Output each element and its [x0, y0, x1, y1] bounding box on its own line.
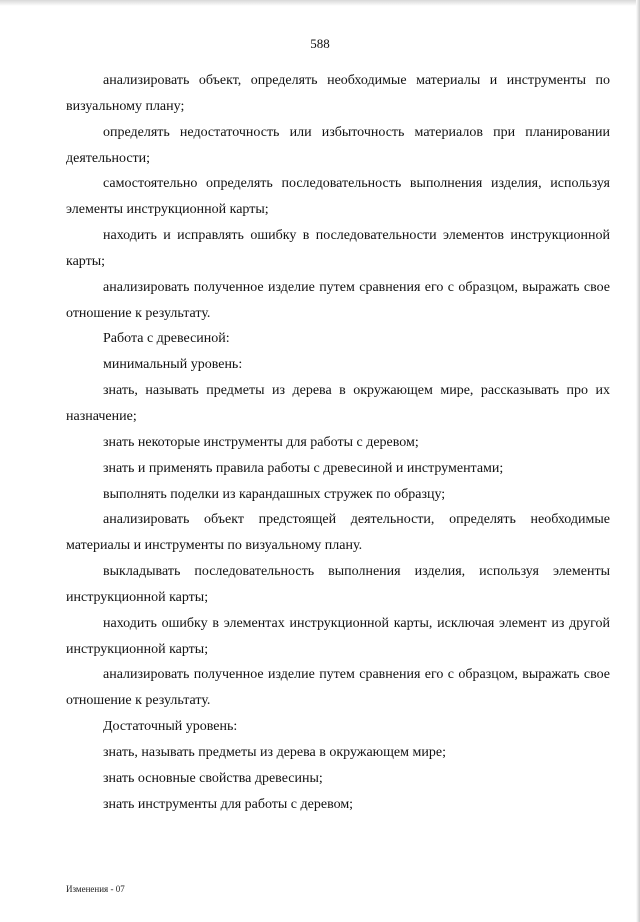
section-heading: Работа с древесиной: — [103, 331, 230, 347]
document-body — [66, 68, 610, 817]
paragraph: знать некоторые инструменты для работы с деревом; — [103, 434, 419, 450]
level-heading: Достаточный уровень: — [103, 719, 238, 735]
paragraph: знать инструменты для работы с деревом; — [103, 796, 354, 812]
paragraph: самостоятельно определять последовательность выполнения изделия, используя элементы инструкционной карты; — [66, 176, 610, 218]
page-number: 588 — [310, 36, 330, 51]
paragraph: анализировать полученное изделие путем сравнения его с образцом, выражать свое отношение к результату. — [66, 667, 610, 709]
scan-edge-right — [636, 0, 640, 922]
paragraph: выкладывать последовательность выполнения изделия, используя элементы инструкционной карты; — [66, 564, 610, 605]
paragraph: анализировать объект, определять необходимые материалы и инструменты по визуальному плану; — [66, 73, 610, 114]
paragraph: определять недостаточность или избыточность материалов при планировании деятельности; — [66, 124, 610, 166]
paragraph: находить и исправлять ошибку в последовательности элементов инструкционной карты; — [66, 228, 610, 269]
paragraph: знать, называть предметы из дерева в окружающем мире; — [103, 744, 446, 760]
level-heading: минимальный уровень: — [103, 357, 243, 373]
footer-revision-note: Изменения - 07 — [66, 884, 125, 894]
paragraph: анализировать объект предстоящей деятельности, определять необходимые материалы и инструменты по визуальному плану. — [66, 512, 610, 554]
paragraph: знать, называть предметы из дерева в окружающем мире, рассказывать про их назначение; — [66, 383, 610, 424]
paragraph: знать и применять правила работы с древесиной и инструментами; — [103, 460, 504, 476]
paragraph: находить ошибку в элементах инструкционной карты, исключая элемент из другой инструкционной карты; — [66, 615, 610, 657]
scan-edge-top — [0, 0, 640, 6]
paragraph: анализировать полученное изделие путем сравнения его с образцом, выражать свое отношение к результату. — [66, 279, 610, 321]
paragraph: знать основные свойства древесины; — [103, 770, 323, 786]
paragraph: выполнять поделки из карандашных стружек по образцу; — [103, 486, 446, 502]
